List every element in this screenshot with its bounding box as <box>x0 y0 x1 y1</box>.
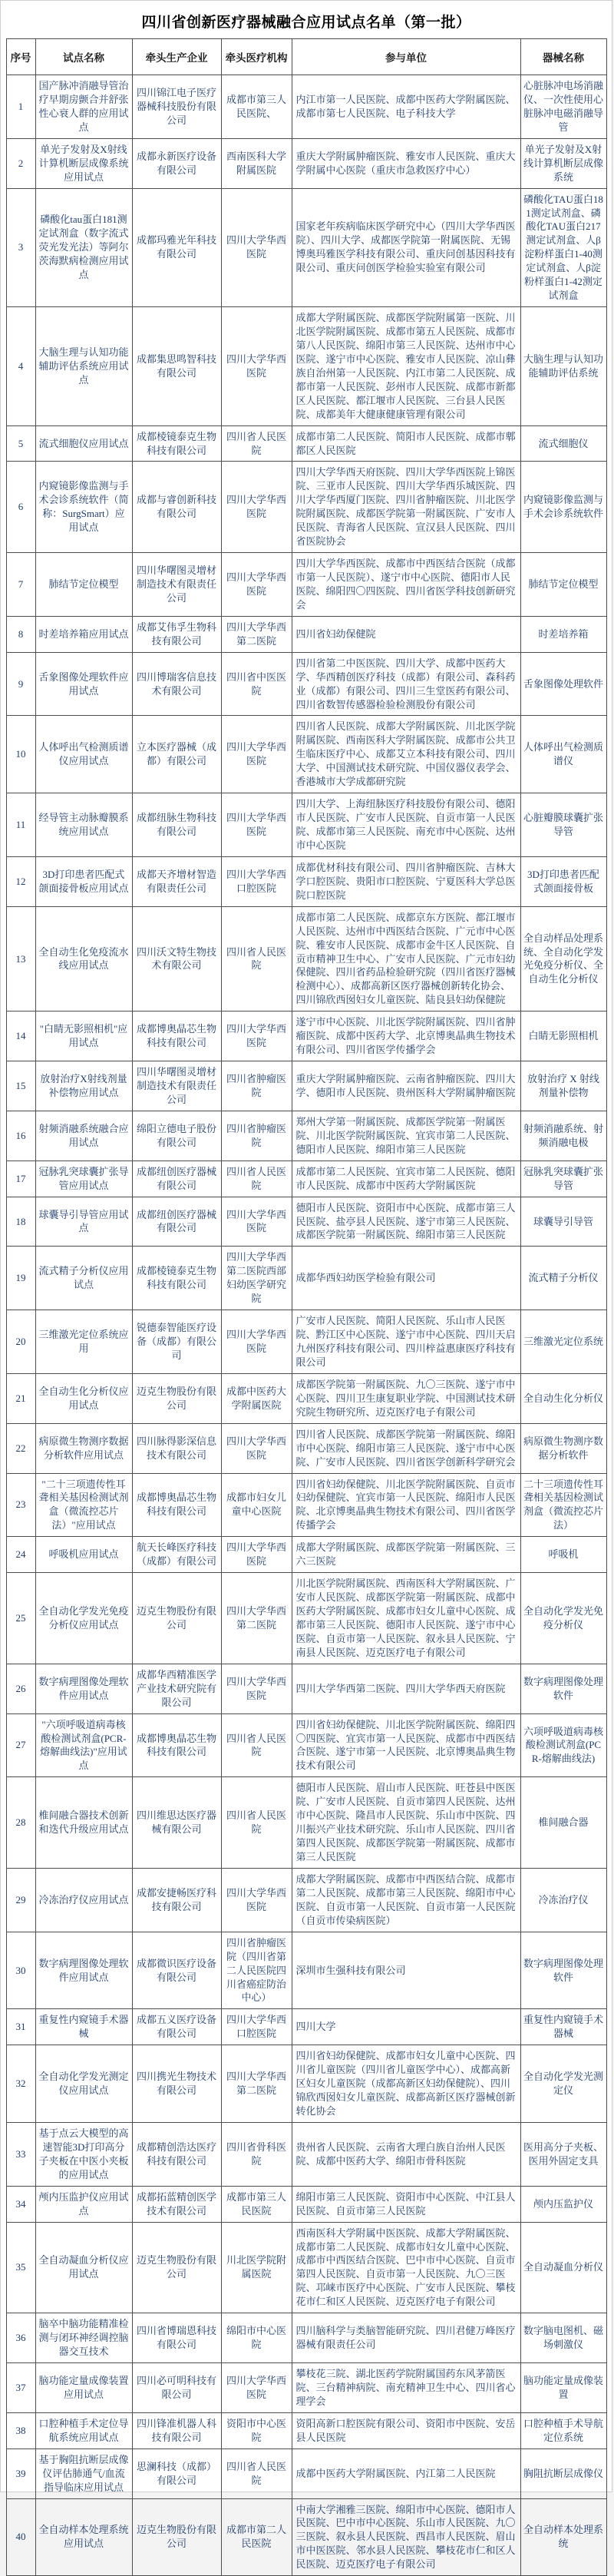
cell-manufacturer: 四川脉得影深信息技术有限公司 <box>132 1423 221 1473</box>
cell-lead-hospital: 成都市第二人民医院 <box>221 2498 292 2576</box>
table-row <box>6 793 606 857</box>
cell-device: 全自动生化分析仪 <box>520 1373 606 1423</box>
table-row <box>6 2449 606 2498</box>
cell-participants: 西南医科大学附属中医医院、成都大学附属医院、成都市第二人民医院、成都市妇女儿童中心医院、成都市中西医结合医院、巴中市中心医院、自贡市第四人民医院、自贡市第一人民医院、九〇三医院、邛崃市医疗中心医院、广安市人民医院、攀枝花市仁和区人民医院、迈克医疗电子有限公司 <box>292 2222 520 2313</box>
cell-manufacturer: 成都博奥晶芯生物科技有限公司 <box>132 1012 221 1061</box>
cell-pilot-name: 全自动样本处理系统应用试点 <box>35 2498 132 2576</box>
table-row <box>6 2222 606 2313</box>
cell-pilot-name: 经导管主动脉瓣膜系统应用试点 <box>35 793 132 857</box>
cell-device: 全自动样本处理系统 <box>520 2498 606 2576</box>
cell-no: 17 <box>6 1161 35 1197</box>
cell-device: 数字病理图像处理软件 <box>520 1664 606 1713</box>
cell-manufacturer: 成都博奥晶芯生物科技有限公司 <box>132 1473 221 1537</box>
table-row <box>6 1868 606 1932</box>
cell-manufacturer: 成都精创浩达医疗科技有限公司 <box>132 2122 221 2186</box>
cell-participants: 攀枝花三院、湖北医药学院附属国药东风茅箭医院、三台精神病院、南充精神卫生中心、四川省心理学会 <box>292 2363 520 2413</box>
table-header-row <box>6 39 606 75</box>
cell-lead-hospital: 四川大学华西医院 <box>221 1197 292 1247</box>
cell-no: 22 <box>6 1423 35 1473</box>
table-row <box>6 1247 606 1310</box>
cell-participants: 四川省第二中医医院、四川大学、成都中医药大学、华西精创医疗科技（成都）有限公司、森科药业（成都）有限公司、四川三生堂医药有限公司、四川省数智传感器检验检测股份有限公司 <box>292 652 520 716</box>
column-header-5: 器械名称 <box>520 39 606 75</box>
cell-participants: 成都市第二人民医院、简阳市人民医院、成都市郫都区人民医院 <box>292 425 520 462</box>
cell-manufacturer: 立本医疗器械（成都）有限公司 <box>132 716 221 793</box>
cell-lead-hospital: 西南医科大学附属医院 <box>221 138 292 188</box>
table-row <box>6 188 606 307</box>
cell-lead-hospital: 四川大学华西第二医院 <box>221 1573 292 1664</box>
cell-lead-hospital: 四川省人民医院 <box>221 2449 292 2498</box>
cell-participants: 四川大学华西第二医院、四川大学华西天府医院 <box>292 1664 520 1713</box>
cell-lead-hospital: 四川省肿瘤医院 <box>221 1061 292 1111</box>
table-row <box>6 616 606 652</box>
table-row <box>6 906 606 1012</box>
table-row <box>6 2412 606 2449</box>
cell-manufacturer: 成都安捷畅医疗科技有限公司 <box>132 1868 221 1932</box>
cell-pilot-name: 大脑生理与认知功能辅助评估系统应用试点 <box>35 307 132 426</box>
cell-participants: 成都大学附属医院、成都医学院第一附属医院、三六三医院 <box>292 1537 520 1573</box>
cell-pilot-name: 颅内压监护仪应用试点 <box>35 2186 132 2222</box>
table-row <box>6 1777 606 1869</box>
cell-no: 36 <box>6 2313 35 2363</box>
cell-no: 3 <box>6 188 35 307</box>
cell-no: 12 <box>6 856 35 906</box>
table-row <box>6 462 606 553</box>
cell-pilot-name: 磷酸化tau蛋白181测定试剂盒（数字流式荧光发光法）等阿尔茨海默病检测应用试点 <box>35 188 132 307</box>
table-row <box>6 1111 606 1161</box>
cell-device: 全自动化学发光免疫分析仪 <box>520 1573 606 1664</box>
table-row <box>6 75 606 139</box>
cell-participants: 广安市人民医院、简阳人民医院、乐山市人民医院、黔江区中心医院、遂宁市中心医院、四川天启九州医疗科技有限公司、四川梓益惠康医疗科技有限公司 <box>292 1310 520 1374</box>
cell-lead-hospital: 资阳市中心医院 <box>221 2412 292 2449</box>
cell-lead-hospital: 四川省人民医院 <box>221 425 292 462</box>
cell-manufacturer: 成都博奥晶芯生物科技有限公司 <box>132 1713 221 1777</box>
cell-lead-hospital: 四川省人民医院 <box>221 1713 292 1777</box>
cell-manufacturer: 四川博瑞客信息技术有限公司 <box>132 652 221 716</box>
cell-device: 球囊导引导管 <box>520 1197 606 1247</box>
cell-no: 21 <box>6 1373 35 1423</box>
cell-no: 1 <box>6 75 35 139</box>
cell-pilot-name: 数字病理图像处理软件应用试点 <box>35 1932 132 2009</box>
table-row <box>6 553 606 617</box>
cell-participants: 深圳市生强科技有限公司 <box>292 1932 520 2009</box>
table-row <box>6 2313 606 2363</box>
cell-pilot-name: 椎间融合器技术创新和迭代升级应用试点 <box>35 1777 132 1869</box>
cell-participants: 重庆大学附属肿瘤医院、雅安市人民医院、重庆大学附属中心医院（重庆市急救医疗中心） <box>292 138 520 188</box>
cell-participants: 四川省人民医院、成都医学院第一附属医院、绵阳市中心医院、绵阳市第三人民医院、遂宁市中心医院、广安市人民医院、四川省医学创新科学研究会 <box>292 1423 520 1473</box>
cell-lead-hospital: 四川大学华西医院 <box>221 188 292 307</box>
cell-lead-hospital: 四川大学华西医院 <box>221 1868 292 1932</box>
cell-participants: 四川省人民医院、成都大学附属医院、川北医学院附属医院、西南医科大学附属医院、成都市公共卫生临床医疗中心、成都艾立本科技有限公司、四川大学、中国测试技术研究院、中国仪器仪表学会、香港城市大学成都研究院 <box>292 716 520 793</box>
cell-participants: 重庆大学附属肿瘤医院、云南省肿瘤医院、四川大学、德阳市人民医院、贵州医科大学附属肿瘤医院 <box>292 1061 520 1111</box>
table-row <box>6 2045 606 2123</box>
cell-lead-hospital: 四川大学华西医院 <box>221 2363 292 2413</box>
cell-no: 26 <box>6 1664 35 1713</box>
cell-manufacturer: 成都艾伟孚生物科技有限公司 <box>132 616 221 652</box>
cell-participants: 成都优材科技有限公司、四川省肿瘤医院、吉林大学口腔医院、贵阳市口腔医院、宁夏医科大学总医院口腔医院 <box>292 856 520 906</box>
cell-device: 内窥镜影像监测与手术会诊系统软件 <box>520 462 606 553</box>
cell-device: 冷冻治疗仪 <box>520 1868 606 1932</box>
table-row <box>6 2363 606 2413</box>
table-row <box>6 1161 606 1197</box>
table-row <box>6 1473 606 1537</box>
cell-participants: 成都医学院第一附属医院、九〇三医院、遂宁市中心医院、四川卫生康复职业学院、中国测试技术研究院生物研究所、迈克医疗电子有限公司 <box>292 1373 520 1423</box>
cell-manufacturer: 成都天齐增材智造有限责任公司 <box>132 856 221 906</box>
cell-pilot-name: 流式精子分析仪应用试点 <box>35 1247 132 1310</box>
cell-no: 38 <box>6 2412 35 2449</box>
cell-no: 25 <box>6 1573 35 1664</box>
cell-lead-hospital: 四川大学华西医院 <box>221 1537 292 1573</box>
cell-lead-hospital: 四川大学华西口腔医院 <box>221 2009 292 2045</box>
cell-manufacturer: 成都纽创医疗器械有限公司 <box>132 1161 221 1197</box>
cell-no: 8 <box>6 616 35 652</box>
cell-lead-hospital: 四川大学华西第二医院西部妇幼医学研究院 <box>221 1247 292 1310</box>
cell-participants: 绵阳市第三人民医院、资阳市中心医院、中江县人民医院、自贡市第三人民医院 <box>292 2186 520 2222</box>
cell-lead-hospital: 绵阳市中心医院 <box>221 2313 292 2363</box>
cell-manufacturer: 成都五义医疗设备有限公司 <box>132 2009 221 2045</box>
cell-manufacturer: 四川沃文特生物技术有限公司 <box>132 906 221 1012</box>
cell-manufacturer: 成都棱镜泰克生物科技有限公司 <box>132 425 221 462</box>
cell-device: 冠脉乳突球囊扩张导管 <box>520 1161 606 1197</box>
cell-manufacturer: 成都华西精准医学产业技术研究院有限公司 <box>132 1664 221 1713</box>
cell-pilot-name: 全自动凝血分析仪应用试点 <box>35 2222 132 2313</box>
cell-manufacturer: 四川华曙图灵增材制造技术有限责任公司 <box>132 553 221 617</box>
cell-device: 舌象图像处理软件 <box>520 652 606 716</box>
cell-pilot-name: 肺结节定位模型 <box>35 553 132 617</box>
cell-manufacturer: 航天长峰医疗科技（成都）有限公司 <box>132 1537 221 1573</box>
cell-no: 39 <box>6 2449 35 2498</box>
cell-pilot-name: 舌象图像处理软件应用试点 <box>35 652 132 716</box>
cell-manufacturer: 四川维思达医疗器械有限公司 <box>132 1777 221 1869</box>
cell-no: 20 <box>6 1310 35 1374</box>
cell-device: 医用高分子夹板、医用外固定支具 <box>520 2122 606 2186</box>
table-row <box>6 307 606 426</box>
table-row <box>6 1197 606 1247</box>
cell-device: 口腔种植手术导航定位系统 <box>520 2412 606 2449</box>
cell-pilot-name: 呼吸机应用试点 <box>35 1537 132 1573</box>
cell-pilot-name: 全自动生化分析仪应用试点 <box>35 1373 132 1423</box>
cell-no: 31 <box>6 2009 35 2045</box>
cell-participants: 四川省妇幼保健院 <box>292 616 520 652</box>
table-row <box>6 2122 606 2186</box>
cell-manufacturer: 成都棱镜泰克生物科技有限公司 <box>132 1247 221 1310</box>
cell-participants: 成都大学附属医院、成都市中西医结合院、成都市第二人民医院、成都市第三人民医院、绵阳市中心医院、自贡市第一人民医院、自贡市第一人民医院（自贡市传染病医院） <box>292 1868 520 1932</box>
cell-manufacturer: 成都永新医疗设备有限公司 <box>132 138 221 188</box>
cell-manufacturer: 绵阳立德电子股份有限公司 <box>132 1111 221 1161</box>
cell-no: 16 <box>6 1111 35 1161</box>
cell-lead-hospital: 川北医学院附属医院 <box>221 2222 292 2313</box>
cell-manufacturer: 成都玛雅光年科技有限公司 <box>132 188 221 307</box>
cell-lead-hospital: 四川大学华西医院 <box>221 553 292 617</box>
cell-pilot-name: 重复性内窥镜手术器械 <box>35 2009 132 2045</box>
cell-no: 13 <box>6 906 35 1012</box>
cell-pilot-name: 全自动化学发光测定仪应用试点 <box>35 2045 132 2123</box>
cell-lead-hospital: 四川省人民医院 <box>221 1777 292 1869</box>
cell-pilot-name: 球囊导引导管应用试点 <box>35 1197 132 1247</box>
cell-lead-hospital: 四川大学华西医院 <box>221 1310 292 1374</box>
cell-participants: 郑州大学第一附属医院、成都医学院第一附属医院、川北医学院附属医院、宜宾市第二人民医院、德阳市人民医院、绵阳市第三人民医院 <box>292 1111 520 1161</box>
cell-pilot-name: 放射治疗X射线剂量补偿物应用试点 <box>35 1061 132 1111</box>
pilot-list-table <box>6 38 607 2576</box>
table-row <box>6 425 606 462</box>
column-header-4: 参与单位 <box>292 39 520 75</box>
cell-pilot-name: 时差培养箱应用试点 <box>35 616 132 652</box>
cell-lead-hospital: 四川省骨科医院 <box>221 2122 292 2186</box>
cell-manufacturer: 四川携光生物技术有限公司 <box>132 2045 221 2123</box>
cell-device: 颅内压监护仪 <box>520 2186 606 2222</box>
cell-no: 6 <box>6 462 35 553</box>
cell-device: 大脑生理与认知功能辅助评估系统 <box>520 307 606 426</box>
cell-device: 全自动样品处理系统、全自动化学发光免疫分析仪、全自动生化分析仪 <box>520 906 606 1012</box>
table-row <box>6 138 606 188</box>
cell-device: 放射治疗 X 射线剂量补偿物 <box>520 1061 606 1111</box>
cell-lead-hospital: 四川大学华西口腔医院 <box>221 856 292 906</box>
cell-device: 心脏瓣膜球囊扩张导管 <box>520 793 606 857</box>
table-row <box>6 1573 606 1664</box>
cell-lead-hospital: 成都市妇女儿童中心医院 <box>221 1473 292 1537</box>
cell-participants: 四川大学、上海纽脉医疗科技股份有限公司、德阳市人民医院、广安市人民医院、自贡市第一人民医院、成都市第三人民医院、南充市中心医院、达州市中心医院 <box>292 793 520 857</box>
cell-device: 数字病理图像处理软件 <box>520 1932 606 2009</box>
table-row <box>6 2186 606 2222</box>
cell-pilot-name: 全自动化学发光免疫分析仪应用试点 <box>35 1573 132 1664</box>
cell-no: 19 <box>6 1247 35 1310</box>
cell-lead-hospital: 成都市第三人民医院、 <box>221 75 292 139</box>
cell-no: 10 <box>6 716 35 793</box>
cell-participants: 遂宁市中心医院、川北医学院附属医院、四川省肿瘤医院、成都中医药大学、北京博奥晶典生物技术有限公司、四川省医学传播学会 <box>292 1012 520 1061</box>
cell-lead-hospital: 四川大学华西医院 <box>221 716 292 793</box>
table-row <box>6 2009 606 2045</box>
cell-manufacturer: 思澜科技（成都）有限公司 <box>132 2449 221 2498</box>
cell-device: 流式细胞仪 <box>520 425 606 462</box>
cell-pilot-name: 冠脉乳突球囊扩张导管应用试点 <box>35 1161 132 1197</box>
cell-device: 白睛无影照相机 <box>520 1012 606 1061</box>
cell-lead-hospital: 四川大学华西第二医院 <box>221 2045 292 2123</box>
cell-participants: 成都市第二人民医院、宜宾市第二人民医院、德阳市人民医院、成都市中医药大学附属医院 <box>292 1161 520 1197</box>
cell-lead-hospital: 四川大学华西医院 <box>221 1012 292 1061</box>
cell-no: 37 <box>6 2363 35 2413</box>
table-row <box>6 716 606 793</box>
cell-device: 时差培养箱 <box>520 616 606 652</box>
table-row <box>6 1310 606 1374</box>
cell-pilot-name: 3D打印患者匹配式颌面接骨板应用试点 <box>35 856 132 906</box>
cell-pilot-name: 数字病理图像处理软件应用试点 <box>35 1664 132 1713</box>
cell-device: 流式精子分析仪 <box>520 1247 606 1310</box>
cell-manufacturer: 迈克生物股份有限公司 <box>132 2498 221 2576</box>
cell-device: 椎间融合器 <box>520 1777 606 1869</box>
cell-participants: 资阳高新口腔医院有限公司、资阳市中医院、安岳县人民医院 <box>292 2412 520 2449</box>
table-row <box>6 652 606 716</box>
cell-participants: 川北医学院附属医院、西南医科大学附属医院、广安市人民医院、成都医学院第一附属医院、成都中医药大学附属医院、成都市妇女儿童中心医院、成都市第三人民医院、德阳市人民医院、遂宁市中心医院、自贡市第一人民医院、叙永县人民医院、宁南县人民医院、迈克医疗电子有限公司 <box>292 1573 520 1664</box>
cell-no: 18 <box>6 1197 35 1247</box>
cell-pilot-name: 基于点云大模型的高速智能3D打印高分子夹板在中医小夹板的应用试点 <box>35 2122 132 2186</box>
cell-pilot-name: 基于胸阻抗断层成像仪评估肺通气/血流指导临床应用试点 <box>35 2449 132 2498</box>
cell-pilot-name: "白睛无影照相机"应用试点 <box>35 1012 132 1061</box>
page-title: 四川省创新医疗器械融合应用试点名单（第一批） <box>141 15 471 31</box>
cell-participants: 德阳市人民医院、资阳市中心医院、成都市第三人民医院、盐亭县人民医院、遂宁市第三人民医院、成都医学院第一附属医院、绵阳市第三人民医院 <box>292 1197 520 1247</box>
cell-participants: 成都市第二人民医院、成都京东方医院、都江堰市人民医院、达州市中西医结合医院、广元市中心医院、雅安市人民医院、成都市金牛区人民医院、自贡市精神卫生中心、广安市人民医院、广元市妇幼保健院、四川省药品检验研究院（四川省医疗器械检测中心）、成都高新区医疗器械创新转化协会、四川锦欣西囡妇女儿童医院、陆良县妇幼保健院 <box>292 906 520 1012</box>
cell-no: 4 <box>6 307 35 426</box>
cell-device: 二十三项遗传性耳聋相关基因检测试剂盒（微流控芯片法） <box>520 1473 606 1537</box>
cell-pilot-name: 脑功能定量成像装置应用试点 <box>35 2363 132 2413</box>
cell-device: 三维激光定位系统 <box>520 1310 606 1374</box>
cell-no: 29 <box>6 1868 35 1932</box>
cell-device: 磷酸化TAU蛋白181测定试剂盒、磷酸化TAU蛋白217测定试剂盒、人β淀粉样蛋白1-40测定试剂盒、人β淀粉样蛋白1-42测定试剂盒 <box>520 188 606 307</box>
cell-participants: 四川省妇幼保健院、成都市妇女儿童中心医院、四川省儿童医院（四川省儿童医学中心）、成都高新区妇女儿童医院（成都高新区妇幼保健院）、四川锦欣西囡妇女儿童医院、成都高新区医疗器械创新转化协会 <box>292 2045 520 2123</box>
cell-no: 11 <box>6 793 35 857</box>
column-header-2: 牵头生产企业 <box>132 39 221 75</box>
cell-manufacturer: 四川锋准机器人科技有限公司 <box>132 2412 221 2449</box>
cell-pilot-name: 单光子发射及X射线计算机断层成像系统应用试点 <box>35 138 132 188</box>
cell-pilot-name: 射频消融系统融合应用试点 <box>35 1111 132 1161</box>
cell-participants: 中南大学湘雅三医院、绵阳市中心医院、德阳市人民医院、巴中市中心医院、乐山市人民医院、九〇三医院、叙永县人民医院、西昌市人民医院、眉山市中医医院、邻水县人民医院、攀枝花市仁和区人民医院、迈克医疗电子有限公司 <box>292 2498 520 2576</box>
cell-no: 5 <box>6 425 35 462</box>
cell-pilot-name: 国产脉冲消融导管治疗早期房颤合并舒张性心衰人群的应用试点 <box>35 75 132 139</box>
cell-device: 呼吸机 <box>520 1537 606 1573</box>
cell-participants: 国家老年疾病临床医学研究中心（四川大学华西医院）、四川大学、成都医学院第一附属医院、无锡博奥玛雅医学科技有限公司、重庆问创基因科技有限公司、重庆问创医学检验实验室有限公司 <box>292 188 520 307</box>
cell-manufacturer: 四川锦江电子医疗器械科技股份有限公司 <box>132 75 221 139</box>
cell-manufacturer: 成都纽脉生物科技有限公司 <box>132 793 221 857</box>
table-body <box>6 75 606 2576</box>
cell-manufacturer: 迈克生物股份有限公司 <box>132 1373 221 1423</box>
cell-device: 胸阻抗断层成像仪 <box>520 2449 606 2498</box>
cell-participants: 成都华西妇幼医学检验有限公司 <box>292 1247 520 1310</box>
cell-participants: 成都中医药大学附属医院、内江第二人民医院 <box>292 2449 520 2498</box>
cell-pilot-name: 脑卒中脑功能精准检测与闭环神经调控脑器交互技术 <box>35 2313 132 2363</box>
cell-no: 24 <box>6 1537 35 1573</box>
table-row <box>6 856 606 906</box>
cell-lead-hospital: 四川省人民医院 <box>221 906 292 1012</box>
cell-manufacturer: 四川必可明科技有限公司 <box>132 2363 221 2413</box>
cell-no: 32 <box>6 2045 35 2123</box>
cell-lead-hospital: 成都市第三人民医院 <box>221 2186 292 2222</box>
cell-no: 40 <box>6 2498 35 2576</box>
table-row <box>6 1061 606 1111</box>
cell-lead-hospital: 四川大学华西第二医院 <box>221 616 292 652</box>
cell-participants: 成都大学附属医院、成都医学院附属第一医院、川北医学院附属医院、成都市第五人民医院、成都市第八人民医院、绵阳市第三人民医院、达州市中心医院、遂宁市中心医院、雅安市人民医院、凉山彝族自治州第一人民医院、内江市第二人民医院、成都市第一人民医院、彭州市人民医院、成都市新都区人民医院、都江堰市人民医院、三台县人民医院、成都美年大健康健康管理有限公司 <box>292 307 520 426</box>
table-row <box>6 2498 606 2576</box>
cell-lead-hospital: 四川大学华西医院 <box>221 307 292 426</box>
cell-device: 全自动凝血分析仪 <box>520 2222 606 2313</box>
cell-participants: 四川大学华西医院、成都市中西医结合医院（成都市第一人民医院）、遂宁市中心医院、德阳市人民医院、绵阳四〇四医院、四川省医学科技创新研究会 <box>292 553 520 617</box>
cell-manufacturer: 四川华曙图灵增材制造技术有限责任公司 <box>132 1061 221 1111</box>
table-row <box>6 1012 606 1061</box>
cell-manufacturer: 迈克生物股份有限公司 <box>132 1573 221 1664</box>
cell-device: 心脏脉冲电场消融仪、一次性使用心脏脉冲电磁消融导管 <box>520 75 606 139</box>
cell-manufacturer: 成都微识医疗设备有限公司 <box>132 1932 221 2009</box>
table-row <box>6 1932 606 2009</box>
cell-lead-hospital: 四川大学华西医院 <box>221 462 292 553</box>
cell-pilot-name: 全自动生化免疫流水线应用试点 <box>35 906 132 1012</box>
cell-lead-hospital: 四川大学华西医院 <box>221 793 292 857</box>
table-row <box>6 1423 606 1473</box>
cell-manufacturer: 锐德泰智能医疗设备（成都）有限公司 <box>132 1310 221 1374</box>
table-row <box>6 1537 606 1573</box>
cell-manufacturer: 成都纽创医疗器械有限公司 <box>132 1197 221 1247</box>
cell-participants: 四川省妇幼保健院、川北医学院附属医院、绵阳四〇四医院、宜宾市第一人民医院、成都市中西医结合医院、遂宁市第一人民医院、北京博奥晶典生物技术有限公司 <box>292 1713 520 1777</box>
table-row <box>6 1373 606 1423</box>
cell-manufacturer: 成都与睿创新科技有限公司 <box>132 462 221 553</box>
cell-no: 2 <box>6 138 35 188</box>
cell-lead-hospital: 四川大学华西医院 <box>221 1664 292 1713</box>
cell-pilot-name: 病原微生物测序数据分析软件应用试点 <box>35 1423 132 1473</box>
table-row <box>6 1713 606 1777</box>
cell-manufacturer: 四川省博瑞恩科技有限公司 <box>132 2313 221 2363</box>
cell-no: 15 <box>6 1061 35 1111</box>
cell-participants: 德阳市人民医院、眉山市人民医院、旺苍县中医医院、广安市人民医院、自贡市第四人民医院、达州市中心医院、隆昌市人民医院、乐山市中医院、四川振兴产业技术研究院、乐山市人民医院、四川省第四人民医院、成都医学院第一附属医院、成都市第三人民医院 <box>292 1777 520 1869</box>
cell-no: 9 <box>6 652 35 716</box>
cell-device: 数字脑电图机、磁场刺激仪 <box>520 2313 606 2363</box>
cell-lead-hospital: 四川省肿瘤医院 <box>221 1111 292 1161</box>
cell-no: 35 <box>6 2222 35 2313</box>
cell-no: 33 <box>6 2122 35 2186</box>
cell-no: 34 <box>6 2186 35 2222</box>
cell-lead-hospital: 四川大学华西医院 <box>221 1423 292 1473</box>
cell-device: 肺结节定位模型 <box>520 553 606 617</box>
cell-pilot-name: "二十三项遗传性耳聋相关基因检测试剂盒（微流控芯片法）"应用试点 <box>35 1473 132 1537</box>
column-header-1: 试点名称 <box>35 39 132 75</box>
cell-device: 重复性内窥镜手术器械 <box>520 2009 606 2045</box>
column-header-0: 序号 <box>6 39 35 75</box>
cell-no: 28 <box>6 1777 35 1869</box>
cell-participants: 内江市第一人民医院、成都中医药大学附属医院、成都市第七人民医院、电子科技大学 <box>292 75 520 139</box>
column-header-3: 牵头医疗机构 <box>221 39 292 75</box>
cell-participants: 四川大学华西天府医院、四川大学华西医院上锦医院、三亚市人民医院、四川大学华西乐城医院、四川大学华西厦门医院、四川省肿瘤医院、川北医学院附属医院、成都医学院第一附属医院、广安市人民医院、青海省人民医院、宣汉县人民医院、四川省医院协会 <box>292 462 520 553</box>
cell-pilot-name: 人体呼出气检测质谱仪应用试点 <box>35 716 132 793</box>
cell-pilot-name: 口腔种植手术定位导航系统应用试点 <box>35 2412 132 2449</box>
cell-pilot-name: 冷冻治疗仪应用试点 <box>35 1868 132 1932</box>
cell-lead-hospital: 成都中医药大学附属医院 <box>221 1373 292 1423</box>
cell-no: 30 <box>6 1932 35 2009</box>
cell-participants: 四川省妇幼保健院、川北医学院附属医院、自贡市妇幼保健院、宜宾市第一人民医院、绵阳市人民医院、北京博奥晶典生物技术有限公司、四川省医学传播学会 <box>292 1473 520 1537</box>
cell-device: 射频消融系统、射频消融电极 <box>520 1111 606 1161</box>
cell-device: 六项呼吸道病毒核酸检测试剂盒(PCR-熔解曲线法) <box>520 1713 606 1777</box>
cell-device: 全自动化学发光测定仪 <box>520 2045 606 2123</box>
cell-pilot-name: "六项呼吸道病毒核酸检测试剂盒(PCR-熔解曲线法)"应用试点 <box>35 1713 132 1777</box>
cell-no: 27 <box>6 1713 35 1777</box>
cell-no: 7 <box>6 553 35 617</box>
cell-manufacturer: 成都集思鸣智科技有限公司 <box>132 307 221 426</box>
table-row <box>6 1664 606 1713</box>
cell-pilot-name: 流式细胞仪应用试点 <box>35 425 132 462</box>
cell-no: 23 <box>6 1473 35 1537</box>
cell-manufacturer: 迈克生物股份有限公司 <box>132 2222 221 2313</box>
cell-lead-hospital: 四川省中医医院 <box>221 652 292 716</box>
cell-device: 病原微生物测序数据分析软件 <box>520 1423 606 1473</box>
cell-device: 3D打印患者匹配式颌面接骨板 <box>520 856 606 906</box>
cell-no: 14 <box>6 1012 35 1061</box>
cell-lead-hospital: 四川省人民医院 <box>221 1161 292 1197</box>
cell-device: 脑功能定量成像装置 <box>520 2363 606 2413</box>
cell-lead-hospital: 四川省肿瘤医院（四川省第二人民医院四川省癌症防治中心） <box>221 1932 292 2009</box>
cell-participants: 贵州省人民医院、云南省大理白族自治州人民医院、成都中医药大学、绵阳市骨科医院 <box>292 2122 520 2186</box>
cell-participants: 四川脑科学与类脑智能研究院、四川君健万峰医疗器械有限责任公司 <box>292 2313 520 2363</box>
cell-device: 人体呼出气检测质谱仪 <box>520 716 606 793</box>
cell-pilot-name: 三维激光定位系统应用 <box>35 1310 132 1374</box>
cell-pilot-name: 内窥镜影像监测与手术会诊系统软件（简称：SurgSmart）应用试点 <box>35 462 132 553</box>
cell-manufacturer: 成都拓蓝精创医学技术有限公司 <box>132 2186 221 2222</box>
cell-participants: 四川大学 <box>292 2009 520 2045</box>
cell-device: 单光子发射及X射线计算机断层成像系统 <box>520 138 606 188</box>
